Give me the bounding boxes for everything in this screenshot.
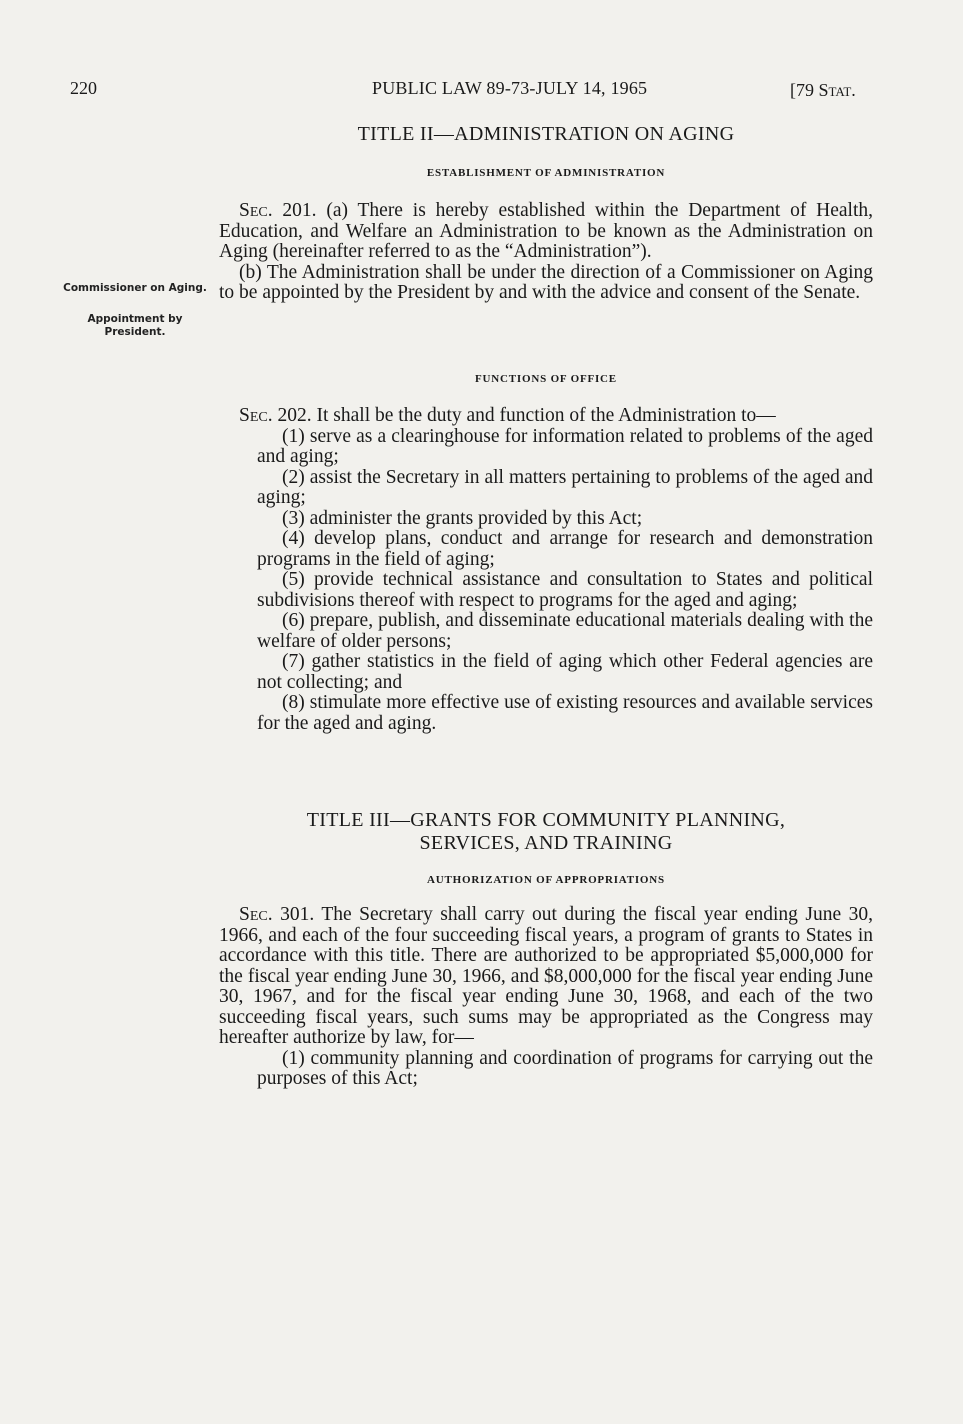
- sec-202-text: It shall be the duty and function of the Administration to—: [316, 405, 776, 426]
- grant-item-1: (1) community planning and coordination of programs for carrying out the purposes of this Act;: [257, 1047, 873, 1089]
- page-number: 220: [70, 78, 97, 98]
- sec-201-block: [219, 201, 873, 304]
- sec-202-block: [219, 406, 873, 734]
- sec-301-text: [219, 905, 873, 1049]
- function-item-2: (2) assist the Secretary in all matters pertaining to problems of the aged and aging;: [257, 466, 873, 508]
- sec-201-b: (b) The Administration shall be under the direction of a Commissioner on Aging to be appointed by the President by and with the advice and consent of the Senate.: [219, 261, 873, 303]
- sec-301-label: Sec. 301.: [239, 904, 315, 925]
- function-item-8: (8) stimulate more effective use of existing resources and available services for the aged and aging.: [257, 692, 873, 734]
- function-item-5: (5) provide technical assistance and consultation to States and political subdivisions thereof with respect to programs for the aged and aging;: [257, 569, 873, 611]
- sec-201-a-text: (a) There is hereby established within the Department of Health, Education, and Welfare an Administration to be known as the Administration on Aging (hereinafter referred to as the “Administration”).: [219, 200, 874, 262]
- running-head: PUBLIC LAW 89-73-JULY 14, 1965: [372, 78, 648, 98]
- function-item-6: (6) prepare, publish, and disseminate educational materials dealing with the welfare of older persons;: [257, 610, 873, 652]
- title-iii-heading-line1: TITLE III—GRANTS FOR COMMUNITY PLANNING,: [306, 809, 786, 831]
- function-item-7: (7) gather statistics in the field of aging which other Federal agencies are not collecting; and: [257, 651, 873, 693]
- sec-201-label: Sec. 201.: [239, 200, 317, 221]
- sec-202-intro: [219, 406, 873, 427]
- statute-reference: [790, 80, 856, 101]
- sec-301-body: The Secretary shall carry out during the fiscal year ending June 30, 1966, and each of the four succeeding fiscal years, a program of grants to States in accordance with this title. There are authorized to be appropriated $5,000,000 for the fiscal year ending June 30, 1966, and $8,000,000 for the fiscal year ending June 30, 1967, and for the fiscal year ending June 30, 1968, and each of the two succeeding fiscal years, such sums may be appropriated as the Congress may hereafter authorize by law, for—: [219, 904, 873, 1048]
- sec-202-label: Sec. 202.: [239, 405, 312, 426]
- function-item-4: (4) develop plans, conduct and arrange for research and demonstration programs in the field of aging;: [257, 528, 873, 570]
- function-item-1: (1) serve as a clearinghouse for information related to problems of the aged and aging;: [257, 425, 873, 467]
- margin-note-appointment: Appointment by President.: [87, 313, 183, 338]
- authorization-subheading: AUTHORIZATION OF APPROPRIATIONS: [427, 874, 665, 886]
- establishment-subheading: ESTABLISHMENT OF ADMINISTRATION: [426, 167, 666, 179]
- title-iii-heading-line2: SERVICES, AND TRAINING: [419, 832, 673, 854]
- sec-201-a: [219, 201, 873, 263]
- sec-301-block: [219, 905, 873, 1090]
- stat-prefix: [79: [790, 80, 814, 100]
- stat-word: Stat.: [818, 80, 856, 100]
- margin-note-commissioner: Commissioner on Aging.: [63, 282, 207, 294]
- title-ii-heading: TITLE II—ADMINISTRATION ON AGING: [357, 123, 735, 145]
- function-item-3: (3) administer the grants provided by this Act;: [282, 507, 643, 529]
- functions-subheading: FUNCTIONS OF OFFICE: [475, 373, 617, 385]
